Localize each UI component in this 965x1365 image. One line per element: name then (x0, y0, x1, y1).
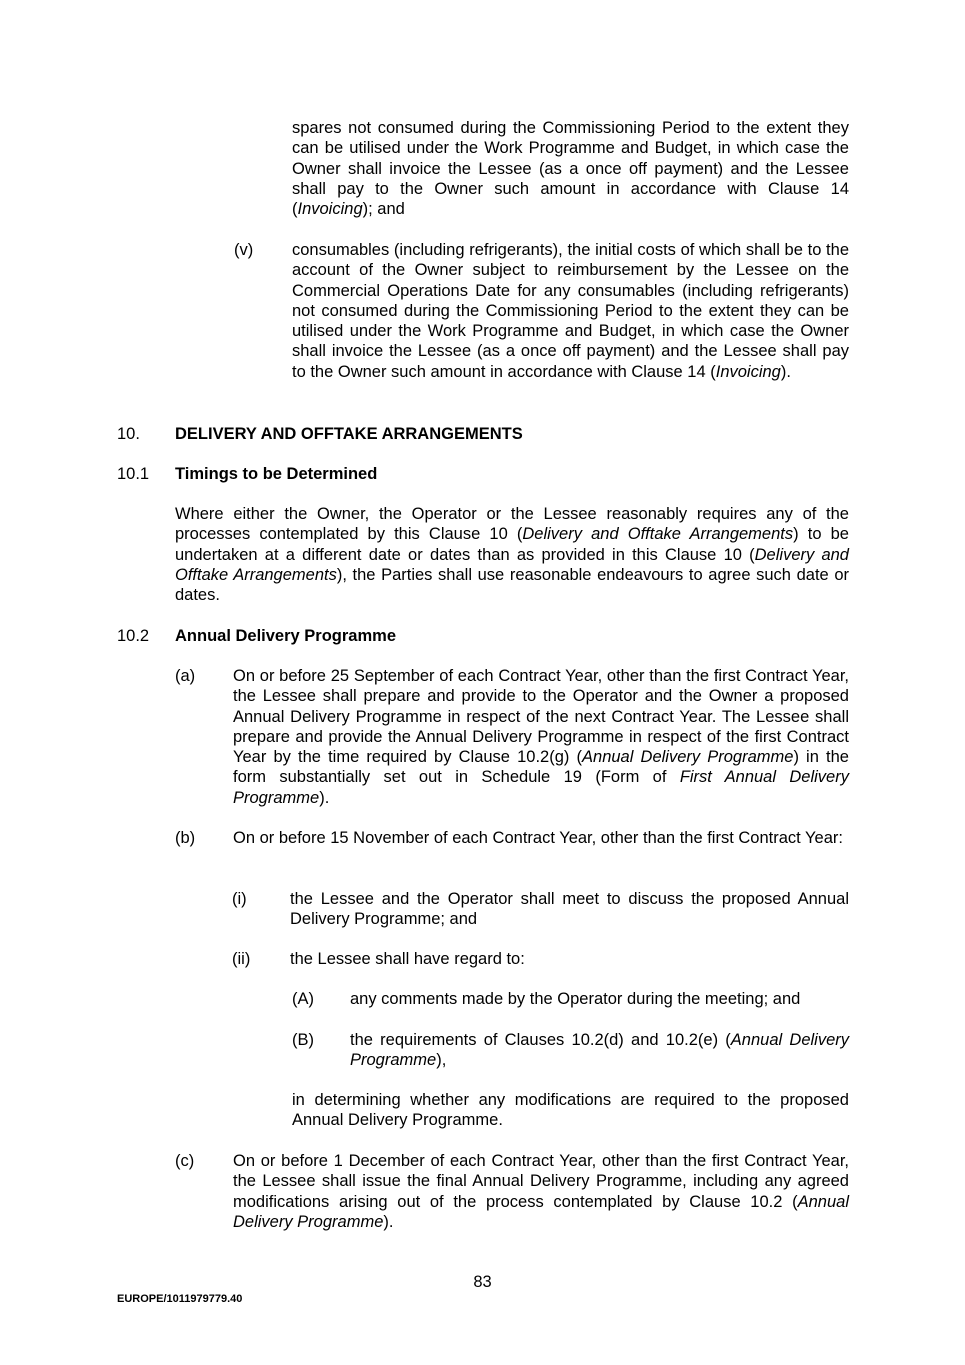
paragraph-10-1: Where either the Owner, the Operator or the Lessee reasonably requires any of the processes contemplated by this Clause 10 (Delivery and Offtake Arrangements) to be undertaken at a different date or dates than as provided in this Clause 10 (Delivery and Offtake Arrangements), the Parties shall use reasonable endeavours to agree such date or dates. (175, 505, 849, 605)
clause-number-b: (b) (175, 829, 196, 847)
paragraph-iv-continuation: spares not consumed during the Commissioning Period to the extent they can be utilised under the Work Programme and Budget, in which case the Owner shall invoice the Lessee (as a once off payment) and the Lessee shall pay to the Owner such amount in accordance with Clause 14 (Invoicing); and (292, 119, 849, 219)
clause-number-c: (c) (175, 1152, 195, 1170)
paragraph-10-2-b: On or before 15 November of each Contract Year, other than the first Contract Year: (233, 829, 843, 847)
paragraph-10-2-c: On or before 1 December of each Contract Year, other than the first Contract Year, the Lessee shall issue the final Annual Delivery Programme, including any agreed modifications arising out of the process contemplated by Clause 10.2 (Annual Delivery Programme). (233, 1152, 849, 1231)
clause-number-b-ii-A: (A) (292, 990, 314, 1008)
section-title-10-1: Timings to be Determined (175, 465, 378, 483)
section-number-10-1: 10.1 (117, 465, 150, 483)
section-number-10: 10. (117, 425, 140, 443)
clause-number-b-ii-B: (B) (292, 1031, 314, 1049)
clause-number-v: (v) (234, 241, 254, 259)
clause-number-a: (a) (175, 667, 196, 685)
paragraph-10-2-b-ii: the Lessee shall have regard to: (290, 950, 525, 968)
paragraph-10-2-b-ii-B: the requirements of Clauses 10.2(d) and 10.2(e) (Annual Delivery Programme), (350, 1031, 849, 1070)
document-reference: EUROPE/1011979779.40 (117, 1293, 243, 1305)
clause-number-b-ii: (ii) (232, 950, 251, 968)
section-title-10-2: Annual Delivery Programme (175, 627, 396, 645)
paragraph-10-2-b-i: the Lessee and the Operator shall meet to discuss the proposed Annual Delivery Programme; and (290, 890, 849, 929)
page-number: 83 (473, 1273, 492, 1291)
section-number-10-2: 10.2 (117, 627, 150, 645)
clause-number-b-i: (i) (232, 890, 247, 908)
section-title-10: DELIVERY AND OFFTAKE ARRANGEMENTS (175, 425, 523, 443)
paragraph-10-2-b-tail: in determining whether any modifications are required to the proposed Annual Delivery Programme. (292, 1091, 849, 1130)
paragraph-10-2-b-ii-A: any comments made by the Operator during the meeting; and (350, 990, 801, 1008)
paragraph-v: consumables (including refrigerants), the initial costs of which shall be to the account of the Owner subject to reimbursement by the Lessee on the Commercial Operations Date for any consumables (including refrigerants) not consumed during the Commissioning Period to the extent they can be utilised under the Work Programme and Budget, in which case the Owner shall invoice the Lessee (as a once off payment) and the Lessee shall pay to the Owner such amount in accordance with Clause 14 (Invoicing). (292, 241, 849, 381)
paragraph-10-2-a: On or before 25 September of each Contract Year, other than the first Contract Year, the Lessee shall prepare and provide to the Operator and the Owner a proposed Annual Delivery Programme in respect of the next Contract Year. The Lessee shall prepare and provide the Annual Delivery Programme in respect of the first Contract Year by the time required by Clause 10.2(g) (Annual Delivery Programme) in the form substantially set out in Schedule 19 (Form of First Annual Delivery Programme). (233, 667, 849, 807)
